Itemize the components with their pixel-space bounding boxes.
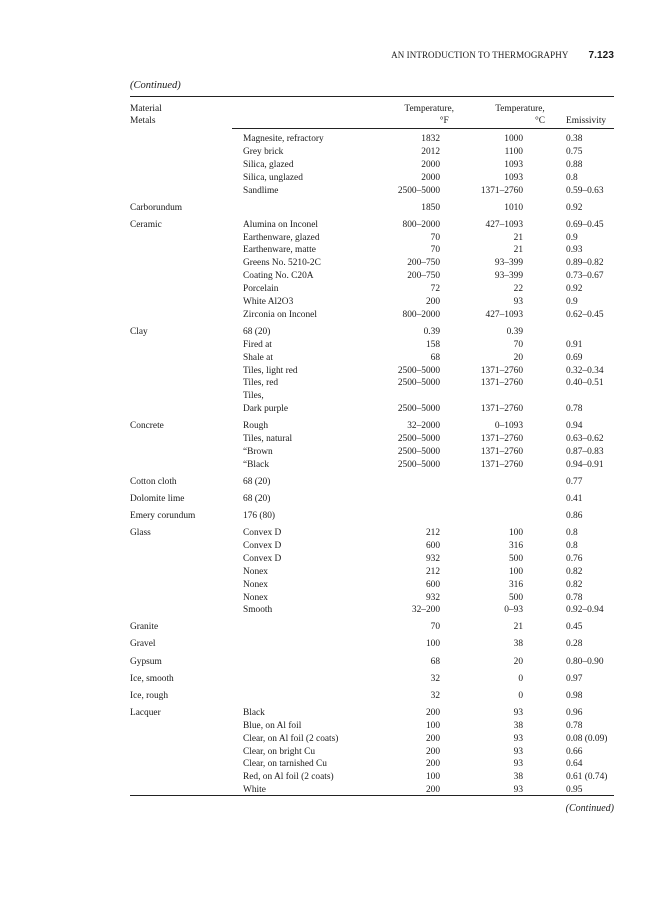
temp-c-cell: 1010 bbox=[504, 202, 523, 213]
emissivity-cell: 0.64 bbox=[566, 759, 583, 770]
temp-c-cell: 21 bbox=[513, 622, 523, 633]
table-row bbox=[0, 146, 662, 159]
subtype-cell: Tiles, light red bbox=[243, 365, 298, 376]
running-head-title: AN INTRODUCTION TO THERMOGRAPHY bbox=[391, 50, 569, 60]
material-cell: Clay bbox=[130, 326, 148, 337]
header-material-line2: Metals bbox=[130, 116, 156, 126]
table-row bbox=[0, 202, 662, 215]
temp-c-cell: 38 bbox=[513, 720, 523, 731]
temp-c-cell: 0–1093 bbox=[494, 421, 523, 432]
emissivity-cell: 0.82 bbox=[566, 579, 583, 590]
temp-c-cell: 1371–2760 bbox=[480, 459, 523, 470]
temp-f-cell: 800–2000 bbox=[402, 309, 440, 320]
temp-f-cell: 600 bbox=[425, 579, 440, 590]
subtype-cell: Zirconia on Inconel bbox=[243, 309, 317, 320]
table-row bbox=[0, 133, 662, 146]
temp-f-cell: 32 bbox=[430, 690, 440, 701]
temp-c-cell: 100 bbox=[508, 528, 523, 538]
table-row bbox=[0, 707, 662, 720]
header-rule bbox=[232, 128, 614, 129]
emissivity-cell: 0.28 bbox=[566, 639, 583, 650]
table-row bbox=[0, 232, 662, 245]
emissivity-cell: 0.69 bbox=[566, 352, 583, 363]
temp-f-cell: 2000 bbox=[421, 159, 440, 170]
temp-f-cell: 212 bbox=[425, 566, 440, 577]
temp-c-cell: 70 bbox=[513, 339, 523, 350]
subtype-cell: Convex D bbox=[243, 540, 282, 551]
temp-c-cell: 1371–2760 bbox=[480, 365, 523, 376]
temp-f-cell: 800–2000 bbox=[402, 219, 440, 230]
table-row bbox=[0, 185, 662, 198]
subtype-cell: Tiles, natural bbox=[243, 434, 293, 444]
material-cell: Emery corundum bbox=[130, 510, 196, 521]
subtype-cell: Clear, on Al foil (2 coats) bbox=[243, 733, 339, 744]
emissivity-cell: 0.94–0.91 bbox=[566, 459, 604, 470]
temp-c-cell: 0 bbox=[518, 673, 523, 684]
temp-c-cell: 427–1093 bbox=[485, 219, 523, 230]
subtype-cell: Blue, on Al foil bbox=[243, 720, 302, 731]
temp-c-cell: 1093 bbox=[504, 172, 523, 183]
emissivity-cell: 0.96 bbox=[566, 707, 583, 718]
header-temp-c-line1: Temperature, bbox=[495, 104, 545, 114]
material-cell: Cotton cloth bbox=[130, 476, 177, 487]
table-row bbox=[0, 459, 662, 472]
subtype-cell: Black bbox=[243, 707, 265, 718]
table-row bbox=[0, 296, 662, 309]
emissivity-cell: 0.86 bbox=[566, 510, 583, 521]
subtype-cell: Coating No. C20A bbox=[243, 271, 314, 282]
temp-f-cell: 32 bbox=[430, 673, 440, 684]
temp-f-cell: 70 bbox=[430, 622, 440, 633]
subtype-cell: 68 (20) bbox=[243, 326, 271, 337]
emissivity-cell: 0.89–0.82 bbox=[566, 258, 604, 269]
emissivity-cell: 0.63–0.62 bbox=[566, 434, 604, 444]
subtype-cell: Shale at bbox=[243, 352, 273, 363]
table-row bbox=[0, 283, 662, 296]
temp-f-cell: 100 bbox=[425, 720, 440, 731]
temp-c-cell: 1371–2760 bbox=[480, 404, 523, 415]
table-row bbox=[0, 257, 662, 270]
table-row bbox=[0, 420, 662, 433]
temp-c-cell: 93 bbox=[513, 297, 523, 307]
temp-f-cell: 200 bbox=[425, 733, 440, 744]
table-row bbox=[0, 758, 662, 771]
emissivity-cell: 0.92 bbox=[566, 202, 583, 213]
temp-c-cell: 93 bbox=[513, 733, 523, 744]
temp-c-cell: 1371–2760 bbox=[480, 378, 523, 389]
subtype-cell: Sandlime bbox=[243, 185, 279, 196]
temp-f-cell: 68 bbox=[430, 352, 440, 363]
subtype-cell: Porcelain bbox=[243, 284, 279, 295]
temp-c-cell: 93 bbox=[513, 746, 523, 757]
subtype-cell: “Brown bbox=[243, 446, 273, 457]
table-row bbox=[0, 621, 662, 634]
emissivity-cell: 0.92 bbox=[566, 284, 583, 295]
emissivity-cell: 0.9 bbox=[566, 297, 578, 307]
temp-f-cell: 212 bbox=[425, 528, 440, 538]
table-row bbox=[0, 656, 662, 669]
emissivity-cell: 0.62–0.45 bbox=[566, 309, 604, 320]
subtype-cell: Tiles, red bbox=[243, 378, 279, 389]
temp-f-cell: 32–200 bbox=[411, 605, 440, 616]
subtype-cell: Smooth bbox=[243, 605, 273, 616]
table-row bbox=[0, 527, 662, 540]
temp-f-cell: 200–750 bbox=[407, 271, 440, 282]
header-temp-c bbox=[495, 103, 545, 127]
temp-c-cell: 21 bbox=[513, 232, 523, 243]
subtype-cell: Grey brick bbox=[243, 146, 284, 157]
temp-c-cell: 500 bbox=[508, 553, 523, 564]
subtype-cell: Silica, unglazed bbox=[243, 172, 303, 183]
temp-c-cell: 21 bbox=[513, 245, 523, 256]
material-cell: Granite bbox=[130, 622, 159, 633]
table-row bbox=[0, 540, 662, 553]
temp-f-cell: 200 bbox=[425, 297, 440, 307]
emissivity-cell: 0.92–0.94 bbox=[566, 605, 604, 616]
material-cell: Ice, smooth bbox=[130, 673, 174, 684]
header-emissivity: Emissivity bbox=[566, 116, 607, 126]
temp-f-cell: 200 bbox=[425, 707, 440, 718]
temp-c-cell: 500 bbox=[508, 592, 523, 603]
subtype-cell: Dark purple bbox=[243, 404, 289, 415]
emissivity-cell: 0.93 bbox=[566, 245, 583, 256]
table-row bbox=[0, 579, 662, 592]
temp-c-cell: 22 bbox=[513, 284, 523, 295]
table-row bbox=[0, 673, 662, 686]
emissivity-cell: 0.38 bbox=[566, 134, 583, 144]
emissivity-cell: 0.32–0.34 bbox=[566, 365, 604, 376]
header-temp-f-line1: Temperature, bbox=[404, 104, 454, 114]
temp-c-cell: 100 bbox=[508, 566, 523, 577]
emissivity-cell: 0.78 bbox=[566, 404, 583, 415]
temp-f-cell: 200 bbox=[425, 746, 440, 757]
table-row bbox=[0, 493, 662, 506]
temp-c-cell: 20 bbox=[513, 656, 523, 667]
emissivity-cell: 0.8 bbox=[566, 540, 578, 551]
temp-f-cell: 600 bbox=[425, 540, 440, 551]
emissivity-cell: 0.75 bbox=[566, 146, 583, 157]
temp-f-cell: 68 bbox=[430, 656, 440, 667]
emissivity-cell: 0.61 (0.74) bbox=[566, 772, 608, 783]
table-row bbox=[0, 365, 662, 378]
emissivity-cell: 0.08 (0.09) bbox=[566, 733, 608, 744]
emissivity-cell: 0.9 bbox=[566, 232, 578, 243]
material-cell: Dolomite lime bbox=[130, 493, 185, 504]
temp-c-cell: 0 bbox=[518, 690, 523, 701]
table-row bbox=[0, 720, 662, 733]
temp-c-cell: 0–93 bbox=[504, 605, 523, 616]
temp-c-cell: 1371–2760 bbox=[480, 185, 523, 196]
temp-f-cell: 70 bbox=[430, 245, 440, 256]
running-head bbox=[391, 50, 614, 61]
temp-f-cell: 1832 bbox=[421, 134, 440, 144]
material-cell: Ice, rough bbox=[130, 690, 169, 701]
temp-c-cell: 20 bbox=[513, 352, 523, 363]
emissivity-cell: 0.40–0.51 bbox=[566, 378, 604, 389]
temp-f-cell: 2500–5000 bbox=[397, 459, 440, 470]
table-row bbox=[0, 219, 662, 232]
subtype-cell: Rough bbox=[243, 421, 269, 432]
emissivity-cell: 0.98 bbox=[566, 690, 583, 701]
subtype-cell: Clear, on bright Cu bbox=[243, 746, 316, 757]
subtype-cell: Red, on Al foil (2 coats) bbox=[243, 772, 334, 783]
temp-c-cell: 93 bbox=[513, 707, 523, 718]
subtype-cell: Magnesite, refractory bbox=[243, 134, 324, 144]
table-row bbox=[0, 172, 662, 185]
emissivity-cell: 0.8 bbox=[566, 528, 578, 538]
subtype-cell: Earthenware, matte bbox=[243, 245, 316, 256]
subtype-cell: Convex D bbox=[243, 553, 282, 564]
temp-c-cell: 93 bbox=[513, 759, 523, 770]
temp-c-cell: 1100 bbox=[504, 146, 523, 157]
temp-f-cell: 158 bbox=[425, 339, 440, 350]
temp-c-cell: 38 bbox=[513, 772, 523, 783]
header-temp-c-line2: °C bbox=[534, 116, 545, 126]
table-row bbox=[0, 244, 662, 257]
subtype-cell: Nonex bbox=[243, 566, 268, 577]
emissivity-cell: 0.59–0.63 bbox=[566, 185, 604, 196]
subtype-cell: Alumina on Inconel bbox=[243, 219, 318, 230]
temp-c-cell: 1371–2760 bbox=[480, 446, 523, 457]
table-row bbox=[0, 592, 662, 605]
emissivity-cell: 0.87–0.83 bbox=[566, 446, 604, 457]
emissivity-cell: 0.76 bbox=[566, 553, 583, 564]
table-row bbox=[0, 604, 662, 617]
temp-c-cell: 93–399 bbox=[494, 271, 523, 282]
temp-c-cell: 316 bbox=[508, 540, 523, 551]
continued-footer: (Continued) bbox=[565, 803, 614, 814]
subtype-cell: Fired at bbox=[243, 339, 272, 350]
emissivity-cell: 0.66 bbox=[566, 746, 583, 757]
temp-c-cell: 316 bbox=[508, 579, 523, 590]
temp-c-cell: 1093 bbox=[504, 159, 523, 170]
temp-c-cell: 0.39 bbox=[506, 326, 523, 337]
emissivity-cell: 0.95 bbox=[566, 785, 583, 796]
emissivity-cell: 0.78 bbox=[566, 592, 583, 603]
subtype-cell: White Al2O3 bbox=[243, 297, 294, 307]
emissivity-cell: 0.73–0.67 bbox=[566, 271, 604, 282]
temp-f-cell: 100 bbox=[425, 772, 440, 783]
temp-c-cell: 93 bbox=[513, 785, 523, 796]
table-bottom-rule bbox=[130, 795, 614, 796]
temp-c-cell: 93–399 bbox=[494, 258, 523, 269]
temp-c-cell: 427–1093 bbox=[485, 309, 523, 320]
temp-f-cell: 932 bbox=[425, 592, 440, 603]
emissivity-cell: 0.69–0.45 bbox=[566, 219, 604, 230]
temp-f-cell: 2000 bbox=[421, 172, 440, 183]
subtype-cell: Greens No. 5210-2C bbox=[243, 258, 321, 269]
subtype-cell: Silica, glazed bbox=[243, 159, 294, 170]
temp-f-cell: 1850 bbox=[421, 202, 440, 213]
page-number: 7.123 bbox=[588, 50, 614, 61]
table-row bbox=[0, 553, 662, 566]
temp-f-cell: 72 bbox=[430, 284, 440, 295]
temp-f-cell: 200 bbox=[425, 759, 440, 770]
emissivity-cell: 0.80–0.90 bbox=[566, 656, 604, 667]
table-row bbox=[0, 690, 662, 703]
temp-c-cell: 38 bbox=[513, 639, 523, 650]
table-row bbox=[0, 771, 662, 784]
emissivity-cell: 0.45 bbox=[566, 622, 583, 633]
table-row bbox=[0, 566, 662, 579]
emissivity-cell: 0.77 bbox=[566, 476, 583, 487]
material-cell: Lacquer bbox=[130, 707, 161, 718]
continued-label: (Continued) bbox=[130, 80, 181, 91]
temp-f-cell: 2500–5000 bbox=[397, 185, 440, 196]
subtype-cell: Earthenware, glazed bbox=[243, 232, 320, 243]
table-row bbox=[0, 309, 662, 322]
table-row bbox=[0, 446, 662, 459]
material-cell: Carborundum bbox=[130, 202, 183, 213]
emissivity-cell: 0.41 bbox=[566, 493, 583, 504]
subtype-cell: “Black bbox=[243, 459, 270, 470]
subtype-cell: Clear, on tarnished Cu bbox=[243, 759, 327, 770]
subtype-cell: 68 (20) bbox=[243, 476, 271, 487]
table-row bbox=[0, 733, 662, 746]
subtype-cell: Convex D bbox=[243, 528, 282, 538]
temp-c-cell: 1371–2760 bbox=[480, 434, 523, 444]
table-row bbox=[0, 403, 662, 416]
emissivity-cell: 0.97 bbox=[566, 673, 583, 684]
table-row bbox=[0, 746, 662, 759]
table-row bbox=[0, 433, 662, 446]
emissivity-cell: 0.8 bbox=[566, 172, 578, 183]
temp-f-cell: 70 bbox=[430, 232, 440, 243]
subtype-cell: White bbox=[243, 785, 266, 796]
table-row bbox=[0, 339, 662, 352]
emissivity-cell: 0.94 bbox=[566, 421, 583, 432]
material-cell: Concrete bbox=[130, 421, 164, 432]
subtype-cell: 176 (80) bbox=[243, 510, 276, 521]
table-row bbox=[0, 476, 662, 489]
temp-f-cell: 932 bbox=[425, 553, 440, 564]
temp-f-cell: 32–2000 bbox=[407, 421, 440, 432]
subtype-cell: 68 (20) bbox=[243, 493, 271, 504]
material-cell: Gravel bbox=[130, 639, 156, 650]
table-row bbox=[0, 270, 662, 283]
emissivity-cell: 0.88 bbox=[566, 159, 583, 170]
temp-f-cell: 2500–5000 bbox=[397, 446, 440, 457]
table-row bbox=[0, 510, 662, 523]
header-material bbox=[130, 103, 162, 127]
table-row bbox=[0, 326, 662, 339]
table-row bbox=[0, 390, 662, 403]
subtype-cell: Tiles, bbox=[243, 391, 264, 402]
temp-f-cell: 2500–5000 bbox=[397, 434, 440, 444]
temp-f-cell: 0.39 bbox=[423, 326, 440, 337]
subtype-cell: Nonex bbox=[243, 592, 268, 603]
header-temp-f-line2: °F bbox=[439, 116, 449, 126]
table-row bbox=[0, 638, 662, 651]
material-cell: Gypsum bbox=[130, 656, 162, 667]
subtype-cell: Nonex bbox=[243, 579, 268, 590]
table-top-rule bbox=[130, 96, 614, 97]
emissivity-cell: 0.82 bbox=[566, 566, 583, 577]
header-temp-f bbox=[404, 103, 454, 127]
temp-f-cell: 2500–5000 bbox=[397, 404, 440, 415]
header-material-line1: Material bbox=[130, 104, 162, 114]
temp-f-cell: 200 bbox=[425, 785, 440, 796]
table-row bbox=[0, 377, 662, 390]
temp-f-cell: 2500–5000 bbox=[397, 378, 440, 389]
table-row bbox=[0, 352, 662, 365]
temp-c-cell: 1000 bbox=[504, 134, 523, 144]
material-cell: Glass bbox=[130, 528, 151, 538]
temp-f-cell: 2012 bbox=[421, 146, 440, 157]
emissivity-cell: 0.91 bbox=[566, 339, 583, 350]
table-row bbox=[0, 159, 662, 172]
temp-f-cell: 200–750 bbox=[407, 258, 440, 269]
temp-f-cell: 2500–5000 bbox=[397, 365, 440, 376]
material-cell: Ceramic bbox=[130, 219, 162, 230]
temp-f-cell: 100 bbox=[425, 639, 440, 650]
emissivity-cell: 0.78 bbox=[566, 720, 583, 731]
